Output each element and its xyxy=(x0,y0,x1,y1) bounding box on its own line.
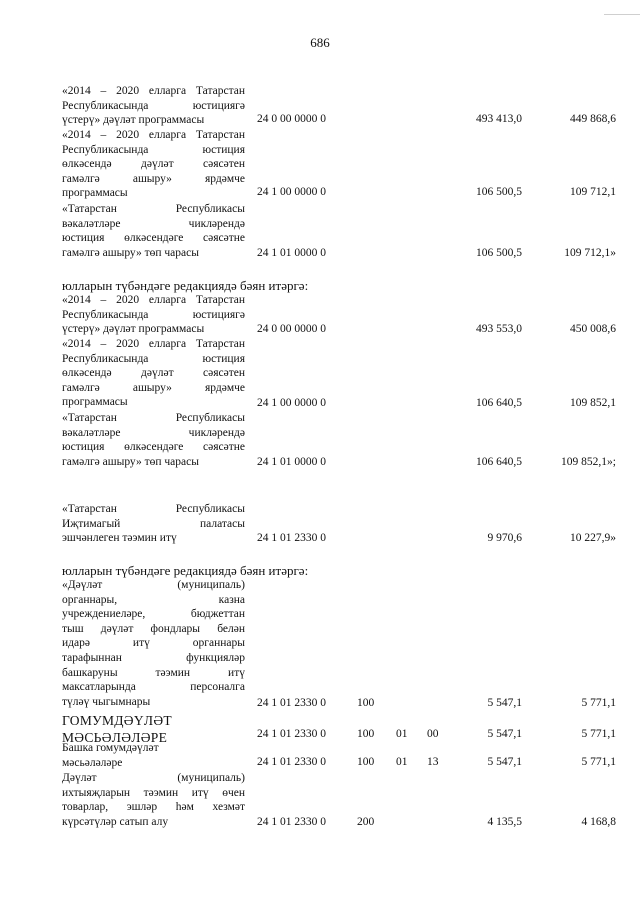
row-code: 24 1 00 0000 0 xyxy=(257,186,326,198)
row-name-line: өлкәсендә дәүләт сәясәтен xyxy=(62,158,245,171)
row-value-2015: 10 227,9» xyxy=(570,532,616,544)
row-name-line: учреждениеләре, бюджеттан xyxy=(62,608,245,621)
row-value-2014: 9 970,6 xyxy=(487,532,522,544)
row-name-line: МӘСЬӘЛӘЛӘРЕ xyxy=(62,730,168,745)
row-value-2014: 5 547,1 xyxy=(487,728,522,740)
row-code: 24 1 01 2330 0 xyxy=(257,728,326,740)
table-row xyxy=(0,502,640,546)
row-value-2014: 106 500,5 xyxy=(476,247,522,259)
section-heading: юлларын түбәндәге редакциядә бәян итәргә: xyxy=(62,278,309,293)
row-name-line: үстерү» дәүләт программасы xyxy=(62,323,205,336)
row-name-line: «Татарстан Республикасы xyxy=(62,203,245,215)
row-name-line: тарафыннан функцияләр xyxy=(62,651,245,664)
table-row xyxy=(0,128,640,202)
row-name-line: максатларында персоналга xyxy=(62,681,245,694)
row-value-2014: 5 547,1 xyxy=(487,697,522,709)
row-name-line: гамәлгә ашыру» ярдәмче xyxy=(62,381,245,394)
row-name xyxy=(62,411,245,469)
row-name-line: түләү чыгымнары xyxy=(62,695,151,708)
row-name xyxy=(62,337,245,410)
row-name-line: идарә итү органнары xyxy=(62,637,245,650)
row-code: 24 1 01 2330 0 xyxy=(257,756,326,768)
row-value-2015: 109 852,1»; xyxy=(561,456,616,468)
row-value-2014: 493 413,0 xyxy=(476,113,522,125)
row-value-2015: 109 712,1 xyxy=(570,186,616,198)
row-name-line: гамәлгә ашыру» төп чарасы xyxy=(62,246,199,259)
row-name-line: күрсәтүләр сатып алу xyxy=(62,815,169,828)
row-value-2014: 5 547,1 xyxy=(487,756,522,768)
row-value-2014: 106 640,5 xyxy=(476,456,522,468)
row-name-line: юстиция өлкәсендәге сәясәтне xyxy=(62,441,245,454)
row-value-2015: 109 712,1» xyxy=(564,247,616,259)
row-value-2014: 4 135,5 xyxy=(487,816,522,828)
row-code: 24 1 01 2330 0 xyxy=(257,816,326,828)
row-code: 24 1 01 2330 0 xyxy=(257,532,326,544)
row-code: 24 0 00 0000 0 xyxy=(257,323,326,335)
row-name-line: органнары, казна xyxy=(62,593,245,606)
row-name-line: «2014 – 2020 елларга Татарстан xyxy=(62,85,245,97)
row-name-line: үстерү» дәүләт программасы xyxy=(62,114,205,127)
row-name xyxy=(62,128,245,201)
row-name-line: «Татарстан Республикасы xyxy=(62,503,245,515)
row-name-line: тыш дәүләт фондлары белән xyxy=(62,622,245,635)
row-name xyxy=(62,578,245,709)
row-name-line: товарлар, эшләр һәм хезмәт xyxy=(62,801,245,814)
row-value-2015: 5 771,1 xyxy=(581,756,616,768)
row-name-line: вәкаләтләре чикләрендә xyxy=(62,426,245,439)
row-value-2014: 493 553,0 xyxy=(476,323,522,335)
row-name-line: ихтыяҗларын тәэмин итү өчен xyxy=(62,786,245,799)
row-name xyxy=(62,293,245,337)
row-name-line: «2014 – 2020 елларга Татарстан xyxy=(62,294,245,306)
row-expense-type: 100 xyxy=(357,697,375,709)
row-name-line: «2014 – 2020 елларга Татарстан xyxy=(62,129,245,141)
row-name-line: Республикасында юстициягә xyxy=(62,308,245,321)
table-row xyxy=(0,293,640,337)
row-name-line: Республикасында юстиция xyxy=(62,352,245,365)
row-subsection: 13 xyxy=(427,756,439,768)
row-value-2015: 5 771,1 xyxy=(581,728,616,740)
row-name-line: вәкаләтләре чикләрендә xyxy=(62,217,245,230)
page-number: 686 xyxy=(310,35,330,50)
row-name-line: Иҗтимагый палатасы xyxy=(62,517,245,530)
row-name-line: Башка гомумдәүләт xyxy=(62,742,159,754)
table-row xyxy=(0,771,640,831)
row-name-line: гамәлгә ашыру» ярдәмче xyxy=(62,172,245,185)
row-name-line: программасы xyxy=(62,396,128,409)
row-name xyxy=(62,84,245,128)
row-name-line: эшчәнлеген тәэмин итү xyxy=(62,532,177,545)
row-name-line: өлкәсендә дәүләт сәясәтен xyxy=(62,367,245,380)
row-name xyxy=(62,502,245,546)
row-name-line: Дәүләт (муниципаль) xyxy=(62,772,245,784)
row-name-line: башкаруны тәэмин итү xyxy=(62,666,245,679)
row-code: 24 1 00 0000 0 xyxy=(257,397,326,409)
corner-mark xyxy=(604,0,640,15)
table-row xyxy=(0,202,640,262)
row-code: 24 1 01 0000 0 xyxy=(257,247,326,259)
row-code: 24 1 01 0000 0 xyxy=(257,456,326,468)
row-code: 24 1 01 2330 0 xyxy=(257,697,326,709)
row-name-line: «2014 – 2020 елларга Татарстан xyxy=(62,338,245,350)
row-name-line: Республикасында юстиция xyxy=(62,143,245,156)
row-name-line: «Татарстан Республикасы xyxy=(62,412,245,424)
table-row xyxy=(0,578,640,712)
row-expense-type: 100 xyxy=(357,728,375,740)
row-name-line: гамәлгә ашыру» төп чарасы xyxy=(62,455,199,468)
row-name xyxy=(62,202,245,260)
row-value-2015: 5 771,1 xyxy=(581,697,616,709)
table-row xyxy=(0,741,640,771)
row-name-line: Республикасында юстициягә xyxy=(62,99,245,112)
row-name-line: программасы xyxy=(62,187,128,200)
row-name-line: ГОМУМДӘҮЛӘТ xyxy=(62,713,172,728)
row-subsection: 00 xyxy=(427,728,439,740)
row-name-line: «Дәүләт (муниципаль) xyxy=(62,579,245,591)
row-value-2015: 109 852,1 xyxy=(570,397,616,409)
row-section: 01 xyxy=(396,728,408,740)
row-expense-type: 100 xyxy=(357,756,375,768)
row-value-2015: 450 008,6 xyxy=(570,323,616,335)
row-value-2015: 4 168,8 xyxy=(581,816,616,828)
row-expense-type: 200 xyxy=(357,816,375,828)
row-name xyxy=(62,741,245,770)
table-row xyxy=(0,337,640,411)
row-value-2014: 106 500,5 xyxy=(476,186,522,198)
row-name-line: юстиция өлкәсендәге сәясәтне xyxy=(62,232,245,245)
table-row xyxy=(0,84,640,128)
table-row xyxy=(0,411,640,471)
row-name xyxy=(62,771,245,829)
row-name-line: мәсьәләләре xyxy=(62,756,123,769)
row-code: 24 0 00 0000 0 xyxy=(257,113,326,125)
row-value-2015: 449 868,6 xyxy=(570,113,616,125)
row-section: 01 xyxy=(396,756,408,768)
row-value-2014: 106 640,5 xyxy=(476,397,522,409)
section-heading: юлларын түбәндәге редакциядә бәян итәргә: xyxy=(62,563,309,578)
